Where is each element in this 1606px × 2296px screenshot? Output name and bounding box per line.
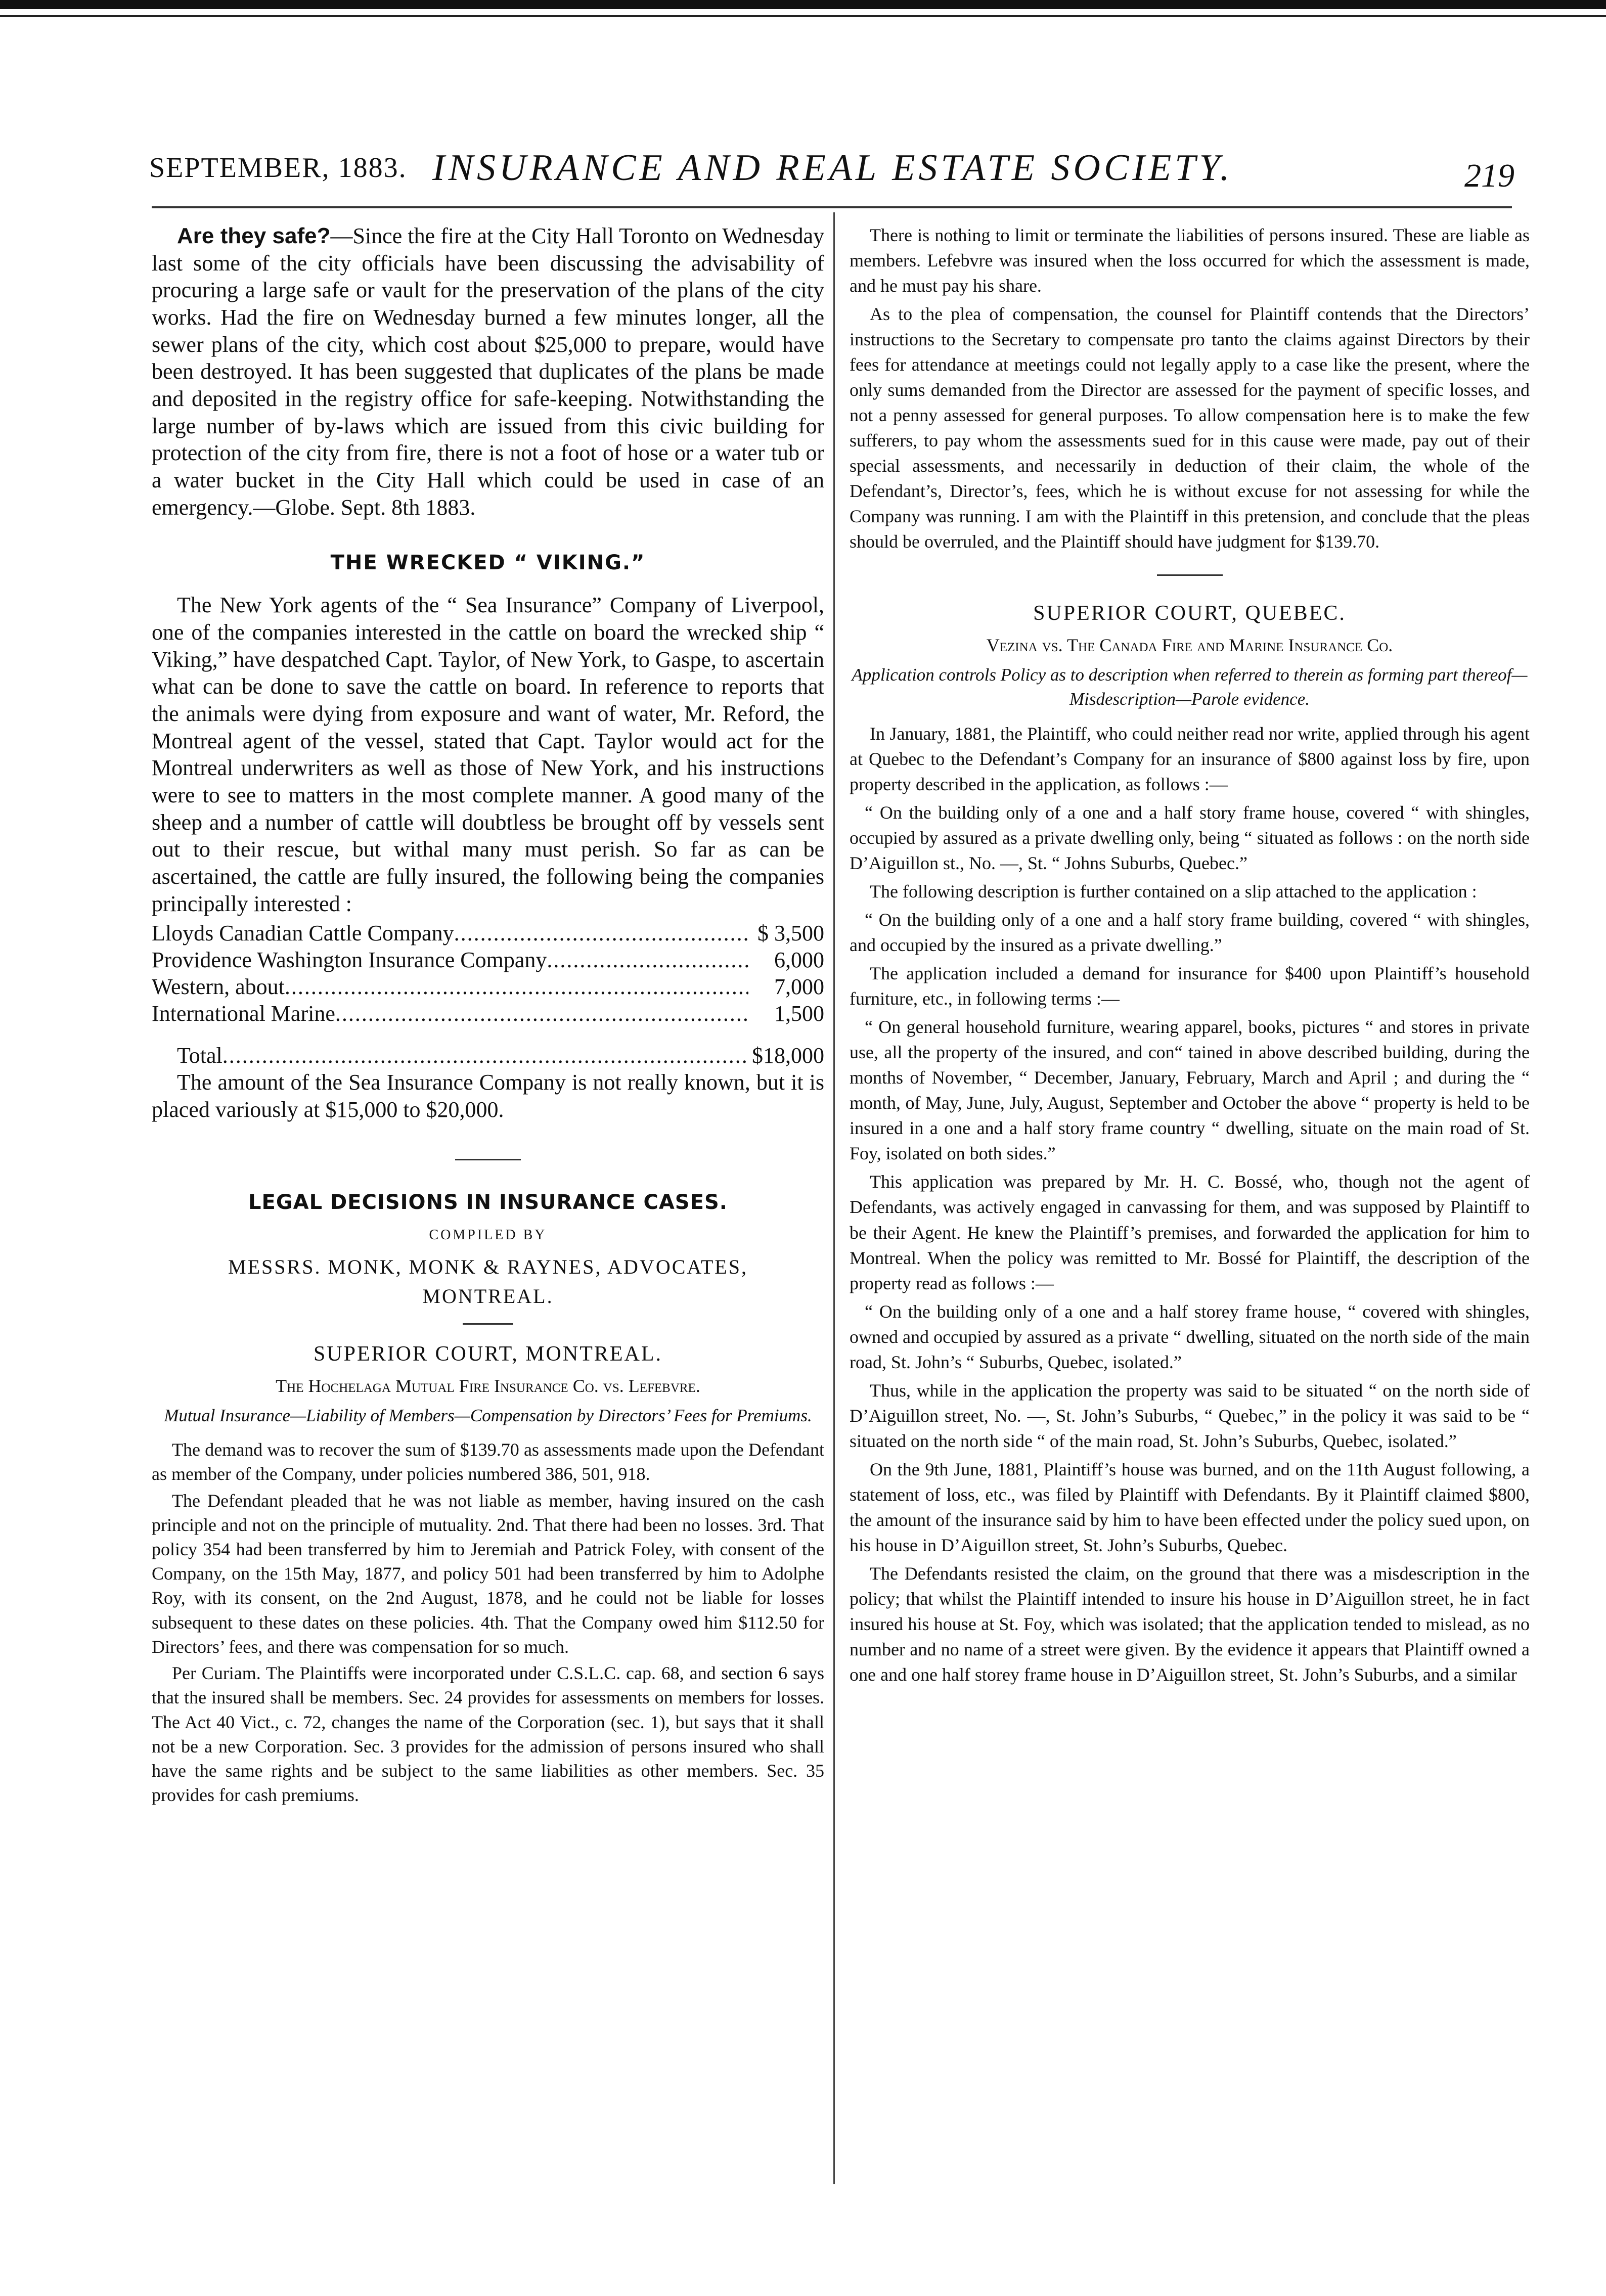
safe-body: —Since the fire at the City Hall Toronto on Wednesday last some of the city officials have been discussing the advisability of procuring a large safe or vault for the preservation of the plans of the city works. Had the fire on Wednesday burned a few minutes longer, all the sewer plans of the city, which cost about $25,000 to prepare, would have been destroyed. It has been suggested that duplicates of the plans be made and deposited in the registry office for safe-keeping. Notwithstanding the large number of by-laws which are issued from this civic building for protection of the city from fire, there is not a foot of hose or a water tub or a water bucket in the City Hall which could be used in case of an emergency.—Globe. Sept. 8th 1883. [152,223,825,520]
total-label: Total [177,1043,222,1068]
body-paragraph: The demand was to recover the sum of $139.70 as assessments made upon the Defendant as member of the Company, under policies numbered 386, 501, 918. [152,1439,824,1484]
quoted-description: “ On general household furniture, wearing apparel, books, pictures “ and stores in private use, all the property of the insured, and con“ tained in above described building, during the months of November, “ December, January, February, March and April ; and during the “ month, of May, June, July, August, September and October the above “ property is held to be insured in a one and a half story frame country “ dwelling, situate on the main road of St. Foy, isolated on both sides.” [850,1017,1530,1164]
case-title: The Hochelaga Mutual Fire Insurance Co. vs. Lefebvre. [276,1375,700,1396]
case-subject: Application controls Policy as to description when referred to therein as forming part thereof—Misdescription—Parole evidence. [852,665,1528,709]
body-paragraph: There is nothing to limit or terminate the liabilities of persons insured. These are liable as members. Lefebvre was insured when the loss occurred for which the assessment is made, and he must pay his share. [850,225,1530,296]
right-column [850,222,1530,1690]
quoted-description: “ On the building only of a one and a half storey frame house, “ covered with shingles, owned and occupied by assured as a private “ dwelling, situated on the north side of the main road, St. John’s “ Suburbs, Quebec, isolated.” [850,1301,1530,1372]
header-rule [152,206,1512,208]
page-number: 219 [1464,157,1514,194]
page-header [149,147,1514,197]
company-amount: $ 3,500 [757,921,824,946]
header-title: INSURANCE AND REAL ESTATE SOCIETY. [432,147,1233,189]
viking-paragraph: The New York agents of the “ Sea Insurance” Company of Liverpool, one of the companies interested in the cattle on board the wrecked ship “ Viking,” have despatched Capt. Taylor, of New York, to Gaspe, to ascertain what can be done to save the cattle on board. In reference to reports that the animals were dying from exposure and want of water, Mr. Reford, the Montreal agent of the vessel, stated that Capt. Taylor would act for the Montreal underwriters as well as those of New York, and his instructions were to see to matters in the most complete manner. A good many of the sheep and a number of cattle will doubtless be brought off by vessels sent out to their rescue, but withal many must perish. So far as can be ascertained, the cattle are fully insured, the following being the companies principally interested : [152,593,824,916]
body-paragraph: The application included a demand for insurance for $400 upon Plaintiff’s household furniture, etc., in following terms :— [850,963,1530,1009]
company-name: International Marine [152,1001,335,1026]
total-amount: $18,000 [752,1043,824,1068]
body-paragraph: Per Curiam. The Plaintiffs were incorporated under C.S.L.C. cap. 68, and section 6 says that the insured shall be members. Sec. 24 provides for assessments on members for losses. The Act 40 Vict., c. 72, changes the name of the Corporation (sec. 1), but says that it shall not be a new Corporation. Sec. 3 provides for the admission of persons insured who shall have the same rights and be subject to the same liabilities as other members. Sec. 35 provides for cash premiums. [152,1663,824,1806]
case-subject: Mutual Insurance—Liability of Members—Compensation by Directors’ Fees for Premiums. [164,1405,812,1425]
body-paragraph: This application was prepared by Mr. H. C. Bossé, who, though not the agent of Defendants, was actively engaged in canvassing for them, and was supposed by Plaintiff to be their Agent. He knew the Plaintiff’s premises, and forwarded the application for him to Montreal. When the policy was remitted to Mr. Bossé for Plaintiff, the description of the property read as follows :— [850,1172,1530,1293]
court-heading: SUPERIOR COURT, MONTREAL. [313,1342,663,1366]
top-border-rule-thin [0,15,1606,17]
compiled-by: COMPILED BY [429,1227,547,1243]
companies-list [152,920,824,1069]
quoted-description: “ On the building only of a one and a half story frame house, covered “ with shingles, occupied by assured as a private dwelling only, being “ situated as follows : on the north side D’Aiguillon st., No. —, St. “ Johns Suburbs, Quebec.” [850,802,1530,874]
authors-line: MESSRS. MONK, MONK & RAYNES, ADVOCATES, [228,1255,748,1278]
company-name: Lloyds Canadian Cattle Company [152,921,454,946]
section-rule [463,1323,513,1325]
company-amount: 1,500 [774,1001,824,1026]
body-paragraph: The Defendant pleaded that he was not liable as member, having insured on the cash principle and not on the principle of mutuality. 2nd. That there had been no losses. 3rd. That policy 354 had been transferred by him to Jeremiah and Patrick Foley, with consent of the Company, on the 15th May, 1877, and policy 501 had been transferred by him to Adolphe Roy, with its consent, on the 2nd August, 1878, and he could not be liable for losses subsequent to these dates on these policies. 4th. That the Company owed him $112.50 for Directors’ fees, and there was compensation for so much. [152,1490,824,1657]
body-paragraph: As to the plea of compensation, the counsel for Plaintiff contends that the Directors’ instructions to the Secretary to compensate pro tanto the claims against Directors by their fees for attendance at meetings could not legally apply to a case like the present, where the only sums demanded from the Director are assessed for the payment of specific losses, and not a penny assessed for general purposes. To allow compensation here is to make the few sufferers, to pay whom the assessments sued for in this cause were made, pay out of their special assessments, and necessarily in deduction of their claim, the whole of the Defendant’s, Director’s, fees, which he is without excuse for not assessing for while the Company was running. I am with the Plaintiff in this pretension, and conclude that the pleas should be overruled, and the Plaintiff should have judgment for $139.70. [850,304,1530,552]
column-divider [833,212,835,2184]
company-row [152,947,824,974]
total-row [152,1043,824,1069]
left-column [152,222,824,1810]
company-row [152,920,824,947]
quoted-description: “ On the building only of a one and a half story frame building, covered “ with shingles, and occupied by the insured as a private dwelling.” [850,910,1530,956]
body-paragraph: In January, 1881, the Plaintiff, who could neither read nor write, applied through his agent at Quebec to the Defendant’s Company for an insurance of $800 against loss by fire, upon property described in the application, as follows :— [850,723,1530,794]
company-amount: 7,000 [774,974,824,1000]
company-name: Providence Washington Insurance Company [152,948,547,973]
top-border-rule [0,0,1606,9]
viking-heading: THE WRECKED “ VIKING.” [330,551,646,575]
case-title: Vezina vs. The Canada Fire and Marine Insurance Co. [986,635,1393,656]
authors [152,1252,824,1311]
company-row [152,1001,824,1027]
company-amount: 6,000 [774,948,824,973]
body-paragraph: Thus, while in the application the property was said to be situated “ on the north side of D’Aiguillon street, No. —, St. John’s Suburbs, “ Quebec,” in the policy it was said to be “ situated on the north side “ of the main road, St. John’s Suburbs, Quebec, isolated.” [850,1380,1530,1451]
body-paragraph: The Defendants resisted the claim, on the ground that there was a misdescription in the policy; that whilst the Plaintiff intended to insure his house in D’Aiguillon street, he in fact insured his house at St. Foy, which was isolated; that the application tended to mislead, as no number and no name of a street were given. By the evidence it appears that Plaintiff owned a one and one half storey frame house in D’Aiguillon street, St. John’s Suburbs, and a similar [850,1563,1530,1685]
company-name: Western, about [152,974,285,1000]
section-rule [455,1159,521,1160]
court-heading: SUPERIOR COURT, QUEBEC. [1033,602,1346,625]
section-rule [1157,574,1223,576]
amount-note: The amount of the Sea Insurance Company is not really known, but it is placed variously at $15,000 to $20,000. [152,1070,824,1122]
authors-city: MONTREAL. [422,1284,554,1308]
safe-lead: Are they safe? [177,223,331,248]
header-date: SEPTEMBER, 1883. [149,152,407,184]
body-paragraph: The following description is further contained on a slip attached to the application : [870,881,1477,902]
legal-heading: LEGAL DECISIONS IN INSURANCE CASES. [248,1190,728,1214]
company-row [152,974,824,1001]
body-paragraph: On the 9th June, 1881, Plaintiff’s house was burned, and on the 11th August following, a statement of loss, etc., was filed by Plaintiff with Defendants. By it Plaintiff claimed $800, the amount of the insurance said by him to have been effected under the policy sued upon, on his house in D’Aiguillon street, St. John’s Suburbs, Quebec. [850,1459,1530,1555]
safe-paragraph [152,222,824,521]
